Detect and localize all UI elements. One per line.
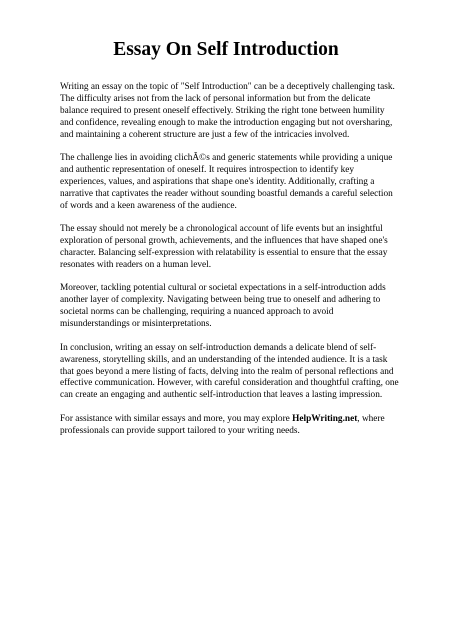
closing-paragraph bbox=[60, 414, 400, 438]
paragraph-5: In conclusion, writing an essay on self-introduction demands a delicate blend of self-awareness, storytelling skills, and an understanding of the intended audience. It is a task that goes beyond a mere listing of facts, delving into the realm of personal reflections and effective communication. However, with careful consideration and thoughtful crafting, one can create an engaging and authentic self-introduction that leaves a lasting impression. bbox=[60, 342, 399, 401]
helpwriting-link[interactable]: HelpWriting.net bbox=[292, 413, 358, 424]
closing-text-before-link: For assistance with similar essays and more, you may explore bbox=[60, 413, 293, 424]
paragraph-1: Writing an essay on the topic of "Self Introduction" can be a deceptively challenging task. The difficulty arises not from the lack of personal information but from the delicate balance required to present oneself effectively. Striking the right tone between humility and confidence, revealing enough to make the introduction engaging but not oversharing, and maintaining a coherent structure are just a few of the intricacies involved. bbox=[60, 82, 395, 140]
document-body bbox=[60, 82, 400, 449]
paragraph-2: The challenge lies in avoiding clichÃ©s and generic statements while providing a unique and authentic representation of oneself. It requires introspection to identify key experiences, values, and aspirations that shape one's identity. Additionally, crafting a narrative that captivates the reader without sounding boastful demands a careful selection of words and a keen awareness of the audience. bbox=[60, 153, 393, 211]
document-title: Essay On Self Introduction bbox=[113, 39, 339, 60]
closing-text-after-link: , where professionals can provide support tailored to your writing needs. bbox=[60, 413, 385, 436]
paragraph-3: The essay should not merely be a chronological account of life events but an insightful exploration of personal growth, achievements, and the influences that have shaped one's character. Balancing self-expression with relatability is essential to ensure that the essay resonates with readers on a human level. bbox=[60, 224, 388, 270]
paragraph-4: Moreover, tackling potential cultural or societal expectations in a self-introduction adds another layer of complexity. Navigating between being true to oneself and adhering to societal norms can be challenging, requiring a nuanced approach to avoid misunderstandings or misinterpretations. bbox=[60, 283, 386, 330]
